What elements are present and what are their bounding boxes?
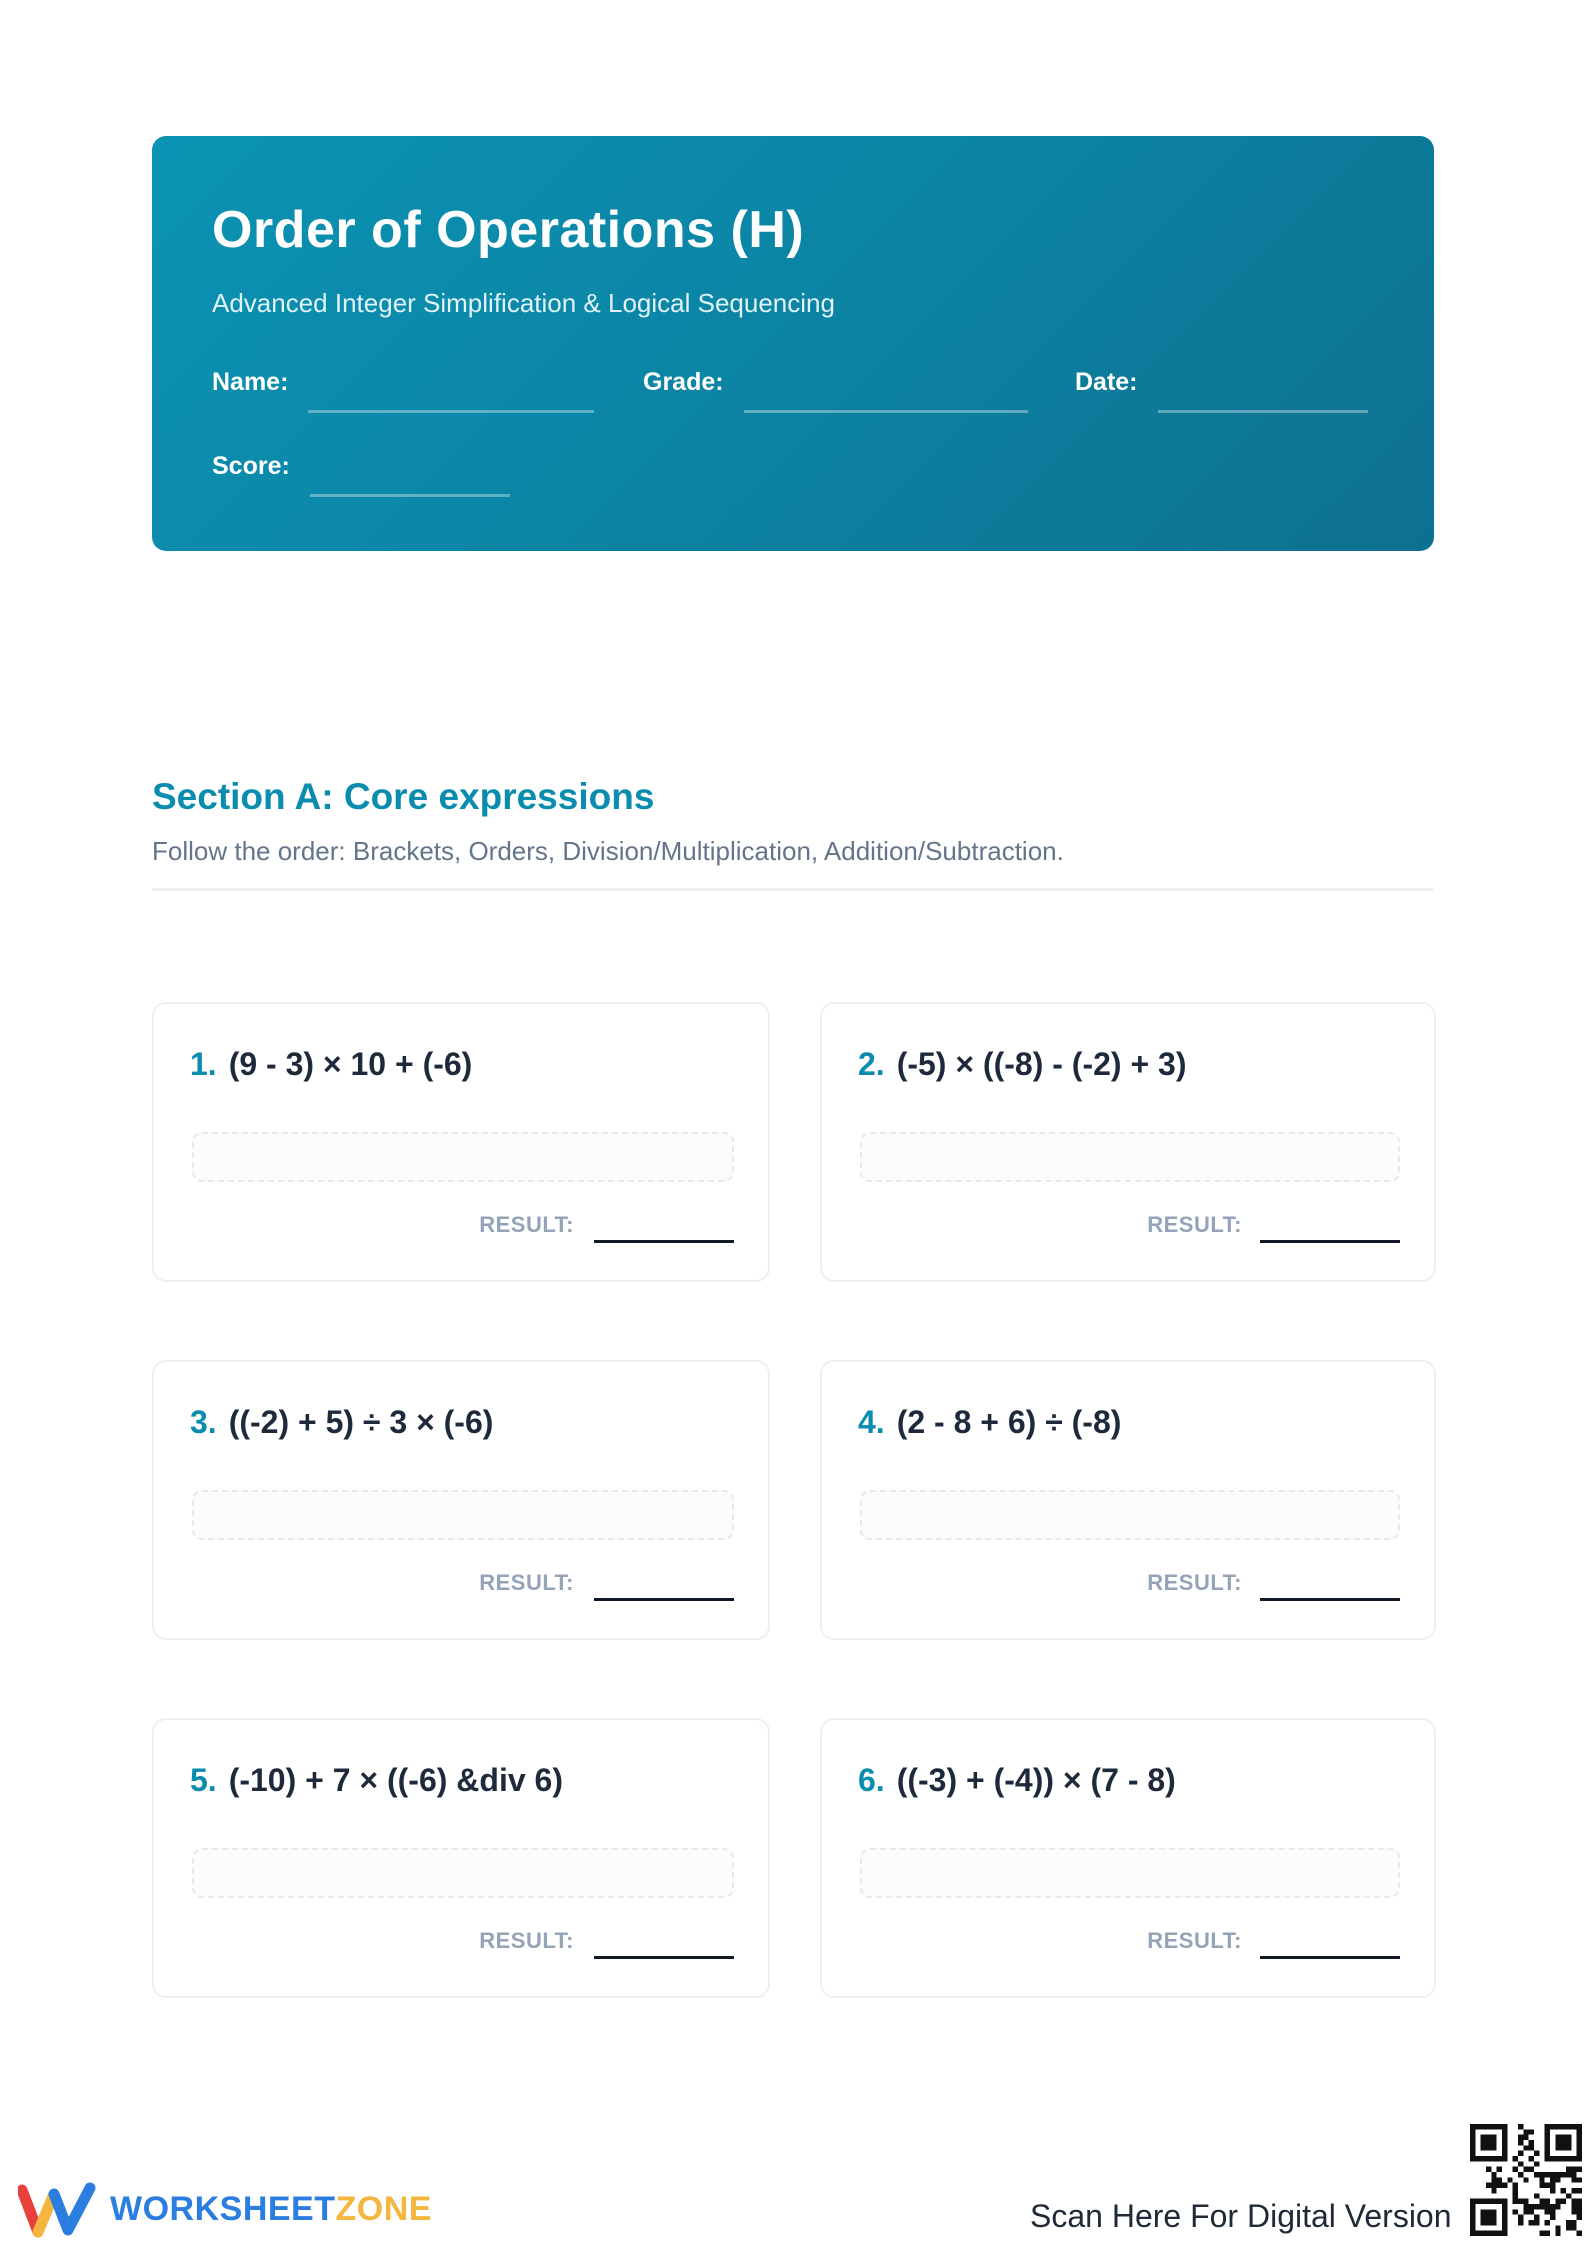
score-line[interactable] — [310, 494, 510, 497]
problem-number: 2. — [858, 1046, 885, 1082]
scan-instruction: Scan Here For Digital Version — [1030, 2198, 1452, 2234]
problem-question — [858, 1762, 1176, 1799]
problem-card — [820, 1002, 1436, 1282]
section-divider — [152, 888, 1434, 891]
problem-number: 4. — [858, 1404, 885, 1440]
problem-expression: (2 - 8 + 6) ÷ (-8) — [896, 1404, 1122, 1440]
worksheetzone-logo[interactable] — [18, 2180, 432, 2238]
brand-name-part1: WORKSHEET — [110, 2189, 336, 2228]
date-field[interactable] — [1075, 368, 1368, 397]
problem-number: 6. — [858, 1762, 885, 1798]
grade-label: Grade: — [643, 368, 724, 396]
problem-question — [190, 1046, 472, 1083]
problem-question — [190, 1762, 563, 1799]
result-label: RESULT: — [479, 1928, 574, 1953]
problem-question — [858, 1046, 1186, 1083]
problem-expression: (9 - 3) × 10 + (-6) — [228, 1046, 473, 1082]
worksheet-subtitle: Advanced Integer Simplification & Logical Sequencing — [212, 288, 835, 318]
problem-question — [858, 1404, 1121, 1441]
brand-name-part2: ZONE — [335, 2189, 432, 2228]
result-label: RESULT: — [1147, 1928, 1242, 1953]
section-title: Section A: Core expressions — [152, 776, 655, 817]
score-field[interactable] — [212, 452, 510, 481]
qr-code-icon[interactable] — [1470, 2124, 1582, 2236]
name-line[interactable] — [308, 410, 594, 413]
worksheetzone-logo-icon — [18, 2180, 96, 2238]
work-area[interactable] — [192, 1132, 734, 1182]
result-answer-line[interactable] — [1260, 1956, 1400, 1959]
problem-expression: ((-2) + 5) ÷ 3 × (-6) — [228, 1404, 494, 1440]
worksheet-title: Order of Operations (H) — [212, 201, 805, 259]
work-area[interactable] — [860, 1848, 1400, 1898]
work-area[interactable] — [860, 1490, 1400, 1540]
problem-number: 1. — [190, 1046, 217, 1082]
header-banner — [152, 136, 1434, 551]
result-label: RESULT: — [1147, 1570, 1242, 1595]
result-answer-line[interactable] — [594, 1956, 734, 1959]
result-label: RESULT: — [479, 1570, 574, 1595]
problem-card — [152, 1718, 770, 1998]
result-answer-line[interactable] — [594, 1240, 734, 1243]
problem-number: 3. — [190, 1404, 217, 1440]
grade-line[interactable] — [744, 410, 1028, 413]
problem-card — [152, 1002, 770, 1282]
work-area[interactable] — [192, 1848, 734, 1898]
name-field[interactable] — [212, 368, 594, 397]
problem-number: 5. — [190, 1762, 217, 1798]
result-label: RESULT: — [479, 1212, 574, 1237]
grade-field[interactable] — [643, 368, 1028, 397]
date-label: Date: — [1075, 368, 1138, 396]
problem-card — [820, 1718, 1436, 1998]
result-answer-line[interactable] — [594, 1598, 734, 1601]
name-label: Name: — [212, 368, 289, 396]
result-label: RESULT: — [1147, 1212, 1242, 1237]
problem-expression: (-10) + 7 × ((-6) &div 6) — [228, 1762, 563, 1798]
problem-expression: (-5) × ((-8) - (-2) + 3) — [896, 1046, 1187, 1082]
section-description: Follow the order: Brackets, Orders, Division/Multiplication, Addition/Subtraction. — [152, 836, 1064, 866]
result-answer-line[interactable] — [1260, 1598, 1400, 1601]
date-line[interactable] — [1158, 410, 1368, 413]
work-area[interactable] — [192, 1490, 734, 1540]
result-answer-line[interactable] — [1260, 1240, 1400, 1243]
score-label: Score: — [212, 452, 290, 480]
problem-card — [820, 1360, 1436, 1640]
problem-question — [190, 1404, 493, 1441]
problem-expression: ((-3) + (-4)) × (7 - 8) — [896, 1762, 1176, 1798]
problem-card — [152, 1360, 770, 1640]
brand-name — [110, 2190, 432, 2229]
work-area[interactable] — [860, 1132, 1400, 1182]
